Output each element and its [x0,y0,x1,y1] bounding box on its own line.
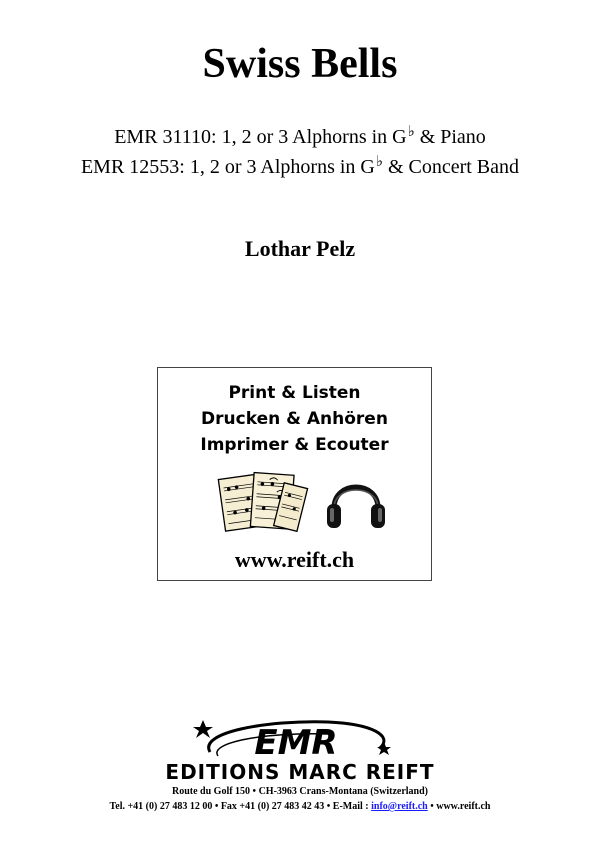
headphones-icon [327,487,385,528]
promo-line-english: Print & Listen [228,383,361,403]
promo-line-french: Imprimer & Ecouter [200,435,389,455]
page-title: Swiss Bells [202,41,398,87]
print-listen-box [157,367,432,581]
promo-line-german: Drucken & Anhören [201,409,388,429]
edition-line-piano [0,118,600,151]
logo-mark: EMR [254,723,338,763]
edition-suffix: & Concert Band [382,156,520,178]
publisher-name: EDITIONS MARC REIFT [165,760,435,784]
edition-suffix: & Piano [414,126,486,148]
star-icon [193,720,213,738]
contact-website: • www.reift.ch [427,801,491,812]
composer-name: Lothar Pelz [244,236,356,261]
publisher-address: Route du Golf 150 • CH-3963 Crans-Montana (Switzerland) [172,786,428,797]
edition-text: EMR 31110: 1, 2 or 3 Alphorns in G [114,126,407,148]
promo-website[interactable]: www.reift.ch [234,547,355,572]
promo-icons [216,468,386,538]
contact-phone-fax: Tel. +41 (0) 27 483 12 00 • Fax +41 (0) 27 483 42 43 • E-Mail : [109,801,372,812]
edition-line-band [0,148,600,181]
flat-symbol: ♭ [375,154,383,170]
star-icon [377,742,391,755]
sheet-music-icon [218,473,307,532]
flat-symbol: ♭ [407,124,415,140]
email-link[interactable]: info@reift.ch [371,801,428,812]
edition-text: EMR 12553: 1, 2 or 3 Alphorns in G [80,156,375,178]
publisher-contact [0,800,600,814]
